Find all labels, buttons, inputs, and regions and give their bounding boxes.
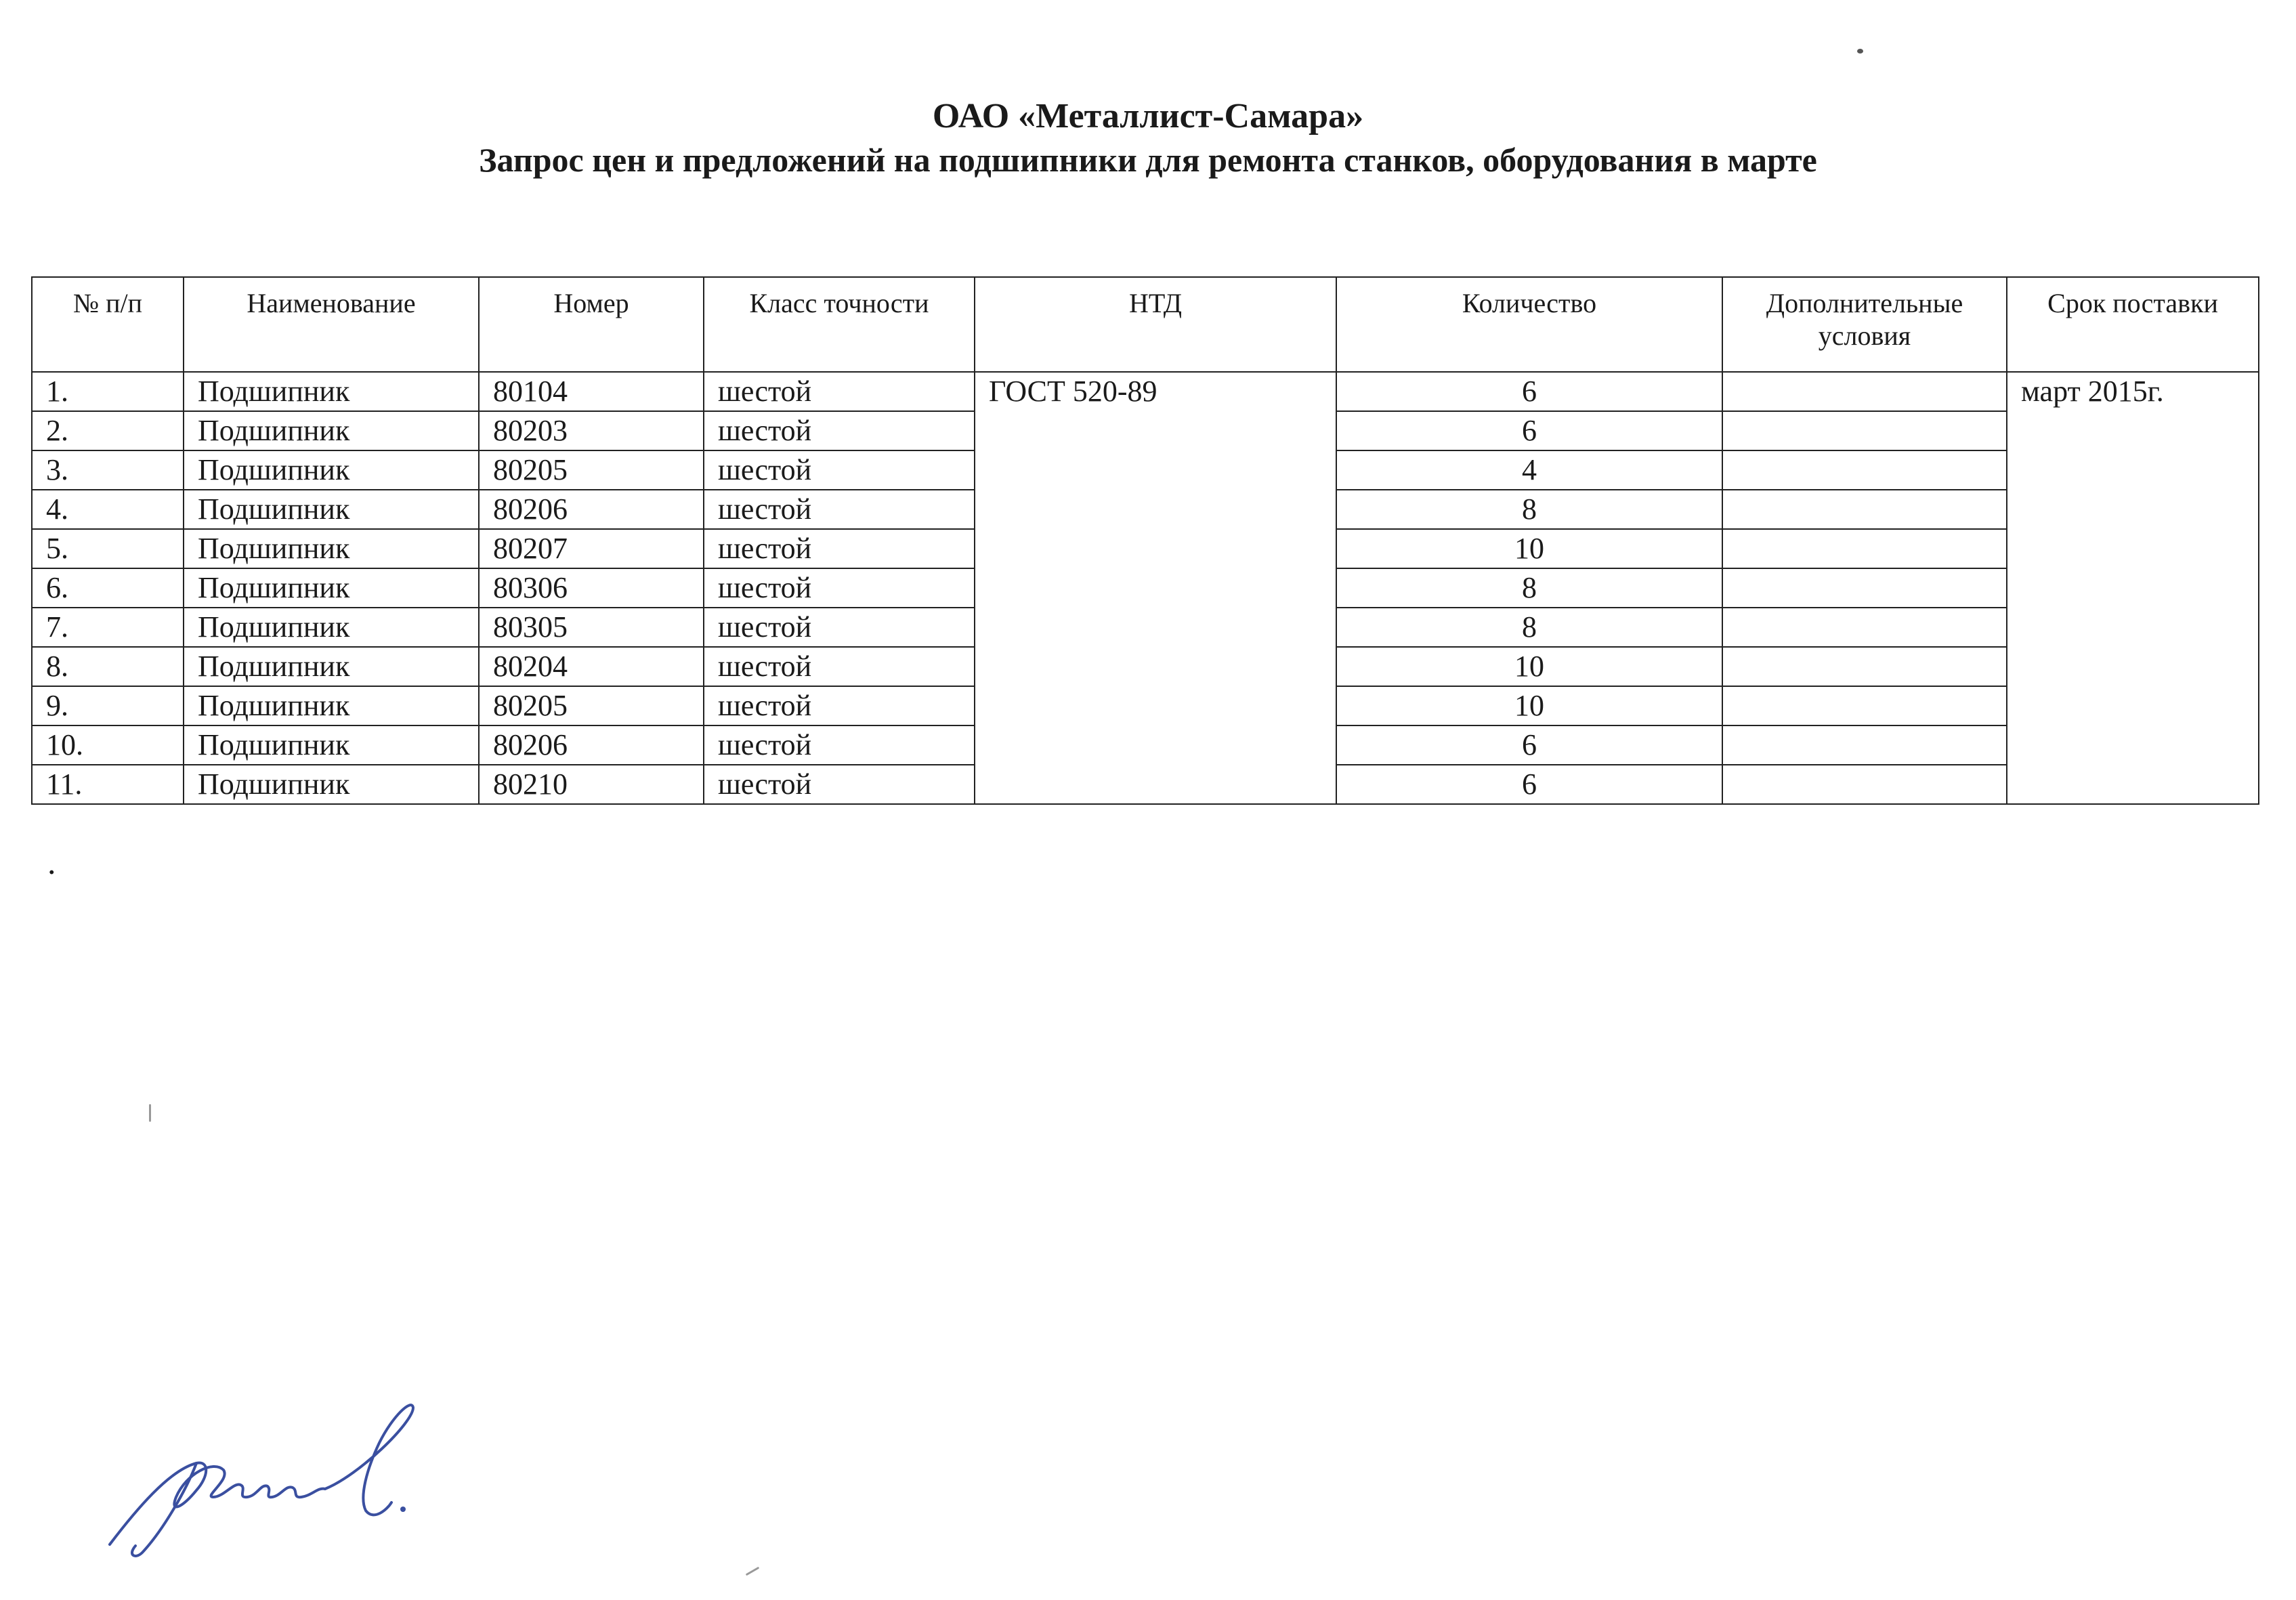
row-extra-conditions-cell bbox=[1722, 529, 2007, 568]
row-index-cell: 6. bbox=[32, 568, 184, 608]
row-index-cell: 2. bbox=[32, 411, 184, 450]
row-name-cell: Подшипник bbox=[184, 765, 479, 804]
row-extra-conditions-cell bbox=[1722, 372, 2007, 411]
column-header-precision-class: Класс точности bbox=[704, 277, 975, 372]
column-header-index: № п/п bbox=[32, 277, 184, 372]
row-precision-class-cell: шестой bbox=[704, 765, 975, 804]
row-quantity-cell: 6 bbox=[1336, 765, 1722, 804]
trailing-mark: . bbox=[47, 843, 56, 881]
scan-speck bbox=[149, 1104, 151, 1122]
row-precision-class-cell: шестой bbox=[704, 608, 975, 647]
row-extra-conditions-cell bbox=[1722, 411, 2007, 450]
handwritten-signature-icon bbox=[95, 1395, 447, 1565]
row-name-cell: Подшипник bbox=[184, 372, 479, 411]
row-precision-class-cell: шестой bbox=[704, 725, 975, 765]
column-header-number: Номер bbox=[479, 277, 704, 372]
row-quantity-cell: 8 bbox=[1336, 490, 1722, 529]
column-header-ntd: НТД bbox=[975, 277, 1336, 372]
table-header-row bbox=[32, 277, 2259, 372]
row-precision-class-cell: шестой bbox=[704, 686, 975, 725]
row-quantity-cell: 8 bbox=[1336, 568, 1722, 608]
row-index-cell: 3. bbox=[32, 450, 184, 490]
row-precision-class-cell: шестой bbox=[704, 411, 975, 450]
row-extra-conditions-cell bbox=[1722, 765, 2007, 804]
row-name-cell: Подшипник bbox=[184, 411, 479, 450]
row-number-cell: 80206 bbox=[479, 725, 704, 765]
row-name-cell: Подшипник bbox=[184, 608, 479, 647]
row-precision-class-cell: шестой bbox=[704, 372, 975, 411]
row-index-cell: 1. bbox=[32, 372, 184, 411]
row-index-cell: 7. bbox=[32, 608, 184, 647]
column-header-quantity: Количество bbox=[1336, 277, 1722, 372]
document-title: Запрос цен и предложений на подшипники для ремонта станков, оборудования в марте bbox=[479, 141, 1817, 179]
row-quantity-cell: 4 bbox=[1336, 450, 1722, 490]
row-number-cell: 80206 bbox=[479, 490, 704, 529]
row-number-cell: 80207 bbox=[479, 529, 704, 568]
row-index-cell: 5. bbox=[32, 529, 184, 568]
delivery-term-cell: март 2015г. bbox=[2007, 372, 2259, 804]
row-extra-conditions-cell bbox=[1722, 725, 2007, 765]
row-precision-class-cell: шестой bbox=[704, 529, 975, 568]
row-name-cell: Подшипник bbox=[184, 450, 479, 490]
row-name-cell: Подшипник bbox=[184, 725, 479, 765]
row-number-cell: 80104 bbox=[479, 372, 704, 411]
row-number-cell: 80203 bbox=[479, 411, 704, 450]
row-quantity-cell: 6 bbox=[1336, 372, 1722, 411]
row-index-cell: 9. bbox=[32, 686, 184, 725]
table-row bbox=[32, 372, 2259, 411]
row-number-cell: 80204 bbox=[479, 647, 704, 686]
row-name-cell: Подшипник bbox=[184, 529, 479, 568]
row-index-cell: 8. bbox=[32, 647, 184, 686]
column-header-name: Наименование bbox=[184, 277, 479, 372]
row-quantity-cell: 8 bbox=[1336, 608, 1722, 647]
row-name-cell: Подшипник bbox=[184, 686, 479, 725]
row-number-cell: 80305 bbox=[479, 608, 704, 647]
row-number-cell: 80205 bbox=[479, 450, 704, 490]
column-header-delivery-term: Срок поставки bbox=[2007, 277, 2259, 372]
ntd-standard-cell: ГОСТ 520-89 bbox=[975, 372, 1336, 804]
row-name-cell: Подшипник bbox=[184, 490, 479, 529]
row-index-cell: 11. bbox=[32, 765, 184, 804]
document-header bbox=[0, 95, 2296, 182]
row-number-cell: 80205 bbox=[479, 686, 704, 725]
row-extra-conditions-cell bbox=[1722, 608, 2007, 647]
column-header-extra-conditions: Дополнительные условия bbox=[1722, 277, 2007, 372]
row-index-cell: 4. bbox=[32, 490, 184, 529]
row-quantity-cell: 6 bbox=[1336, 411, 1722, 450]
row-quantity-cell: 10 bbox=[1336, 647, 1722, 686]
bearings-request-table bbox=[31, 276, 2259, 805]
row-precision-class-cell: шестой bbox=[704, 450, 975, 490]
row-extra-conditions-cell bbox=[1722, 450, 2007, 490]
row-precision-class-cell: шестой bbox=[704, 647, 975, 686]
row-extra-conditions-cell bbox=[1722, 647, 2007, 686]
row-number-cell: 80210 bbox=[479, 765, 704, 804]
row-extra-conditions-cell bbox=[1722, 568, 2007, 608]
scan-speck bbox=[1857, 49, 1863, 54]
row-precision-class-cell: шестой bbox=[704, 490, 975, 529]
row-quantity-cell: 10 bbox=[1336, 686, 1722, 725]
row-extra-conditions-cell bbox=[1722, 686, 2007, 725]
row-precision-class-cell: шестой bbox=[704, 568, 975, 608]
row-name-cell: Подшипник bbox=[184, 647, 479, 686]
row-quantity-cell: 10 bbox=[1336, 529, 1722, 568]
row-name-cell: Подшипник bbox=[184, 568, 479, 608]
scan-speck bbox=[746, 1567, 760, 1576]
row-number-cell: 80306 bbox=[479, 568, 704, 608]
row-quantity-cell: 6 bbox=[1336, 725, 1722, 765]
organization-name: ОАО «Металлист-Самара» bbox=[932, 97, 1364, 135]
row-extra-conditions-cell bbox=[1722, 490, 2007, 529]
row-index-cell: 10. bbox=[32, 725, 184, 765]
